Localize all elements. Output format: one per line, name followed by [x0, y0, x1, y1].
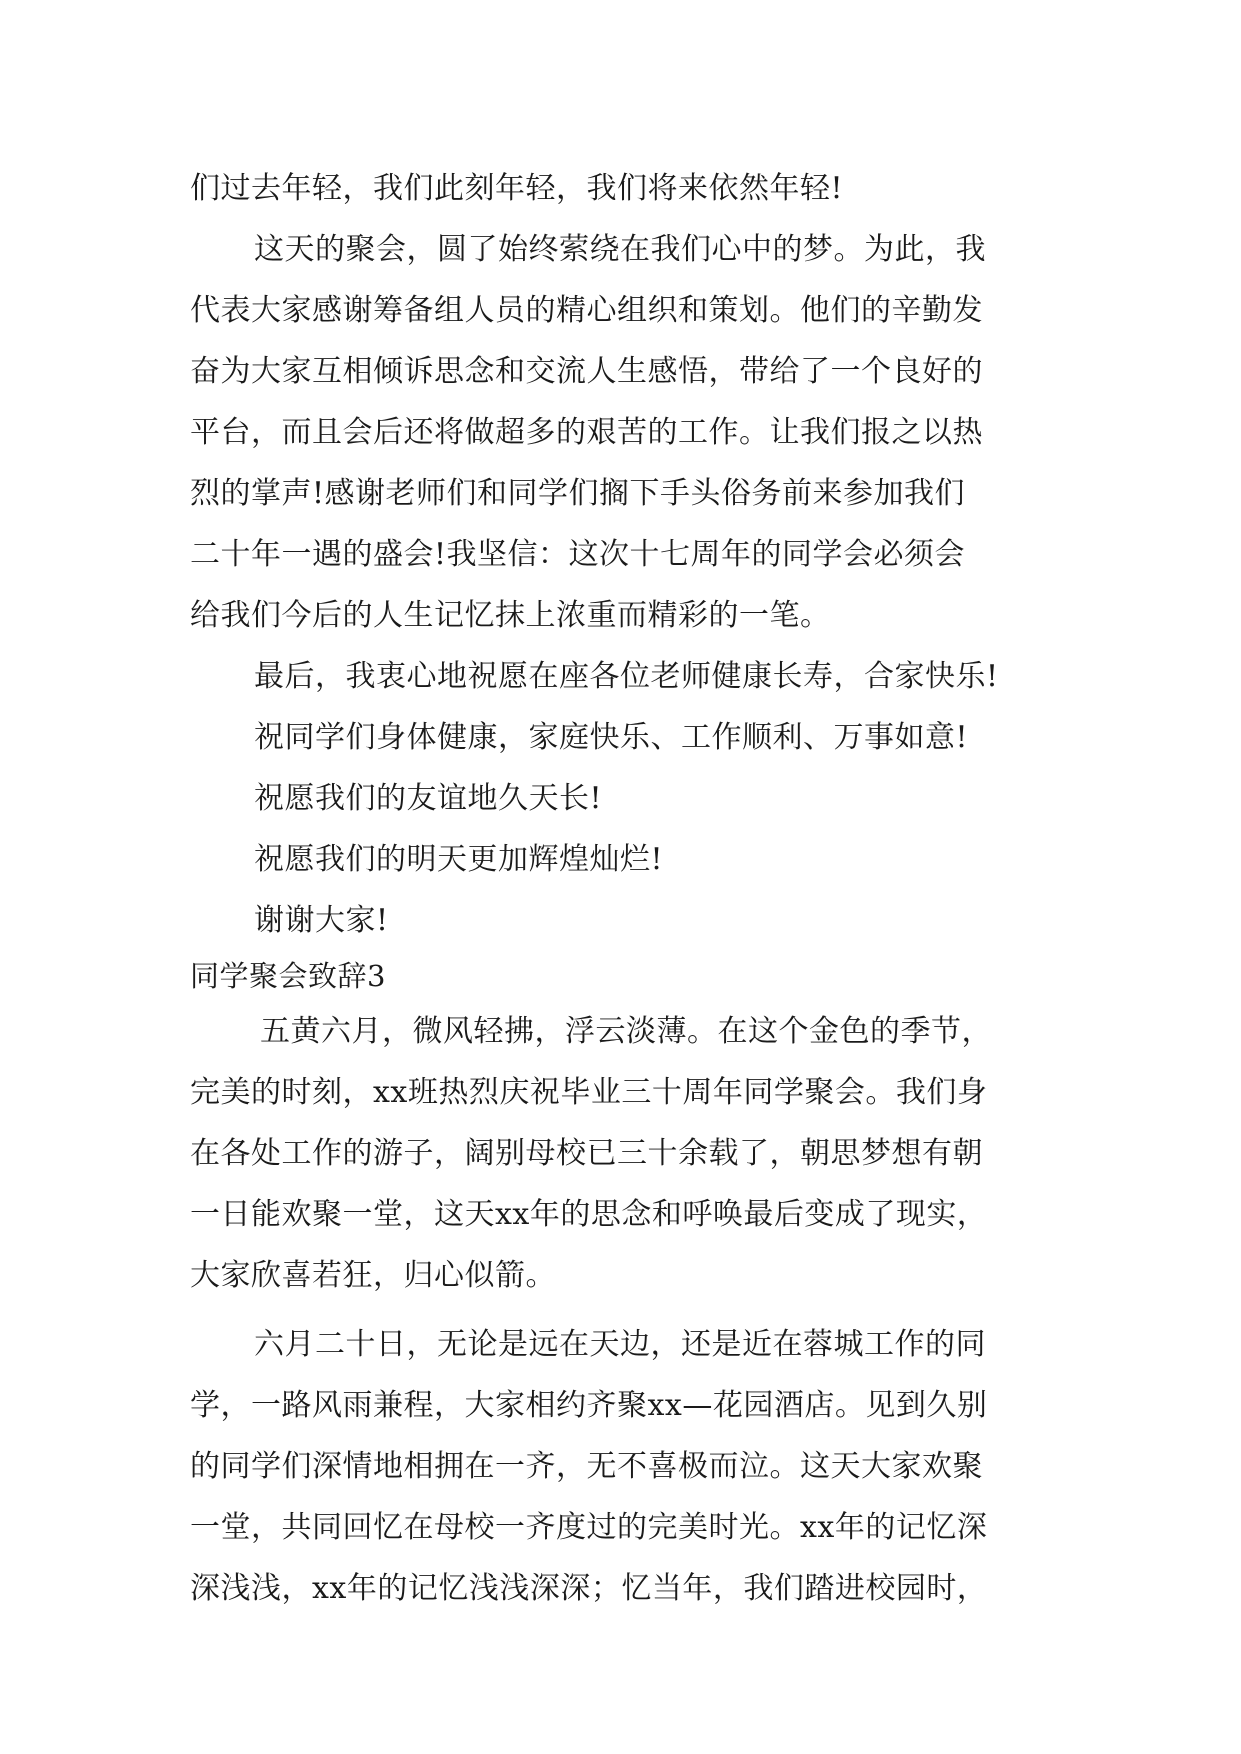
section-heading: 同学聚会致辞3	[190, 959, 386, 993]
paragraph-line: 二十年一遇的盛会!我坚信：这次十七周年的同学会必须会	[190, 537, 966, 572]
paragraph-line: 代表大家感谢筹备组人员的精心组织和策划。他们的辛勤发	[190, 293, 983, 328]
paragraph-line: 一堂，共同回忆在母校一齐度过的完美时光。xx年的记忆深	[190, 1510, 988, 1545]
paragraph-line: 五黄六月，微风轻拂，浮云淡薄。在这个金色的季节，	[260, 1014, 992, 1049]
paragraph-line: 的同学们深情地相拥在一齐，无不喜极而泣。这天大家欢聚	[190, 1449, 983, 1484]
paragraph-line: 一日能欢聚一堂，这天xx年的思念和呼唤最后变成了现实，	[190, 1197, 988, 1232]
paragraph-line: 给我们今后的人生记忆抹上浓重而精彩的一笔。	[190, 598, 831, 633]
paragraph-line: 奋为大家互相倾诉思念和交流人生感悟，带给了一个良好的	[190, 354, 983, 389]
paragraph-line: 学，一路风雨兼程，大家相约齐聚xx—花园酒店。见到久别	[190, 1388, 988, 1423]
paragraph-line: 六月二十日，无论是远在天边，还是近在蓉城工作的同	[254, 1327, 986, 1362]
paragraph-line: 这天的聚会，圆了始终萦绕在我们心中的梦。为此，我	[254, 232, 986, 267]
document-body	[190, 158, 1070, 1619]
paragraph-line: 烈的掌声!感谢老师们和同学们搁下手头俗务前来参加我们	[190, 476, 966, 511]
paragraph-line: 完美的时刻，xx班热烈庆祝毕业三十周年同学聚会。我们身	[190, 1075, 988, 1110]
paragraph-line: 们过去年轻，我们此刻年轻，我们将来依然年轻!	[190, 171, 844, 206]
paragraph-line: 祝愿我们的友谊地久天长!	[254, 781, 603, 816]
paragraph-line: 祝愿我们的明天更加辉煌灿烂!	[254, 842, 664, 877]
paragraph-line: 最后，我衷心地祝愿在座各位老师健康长寿，合家快乐!	[254, 659, 999, 694]
paragraph-line: 在各处工作的游子，阔别母校已三十余载了，朝思梦想有朝	[190, 1136, 983, 1171]
paragraph-line: 深浅浅，xx年的记忆浅浅深深；忆当年，我们踏进校园时，	[190, 1571, 988, 1606]
paragraph-line: 祝同学们身体健康，家庭快乐、工作顺利、万事如意!	[254, 720, 969, 755]
paragraph-line: 大家欣喜若狂，归心似箭。	[190, 1258, 556, 1293]
paragraph-line: 平台，而且会后还将做超多的艰苦的工作。让我们报之以热	[190, 415, 983, 450]
paragraph-line: 谢谢大家!	[254, 903, 389, 938]
